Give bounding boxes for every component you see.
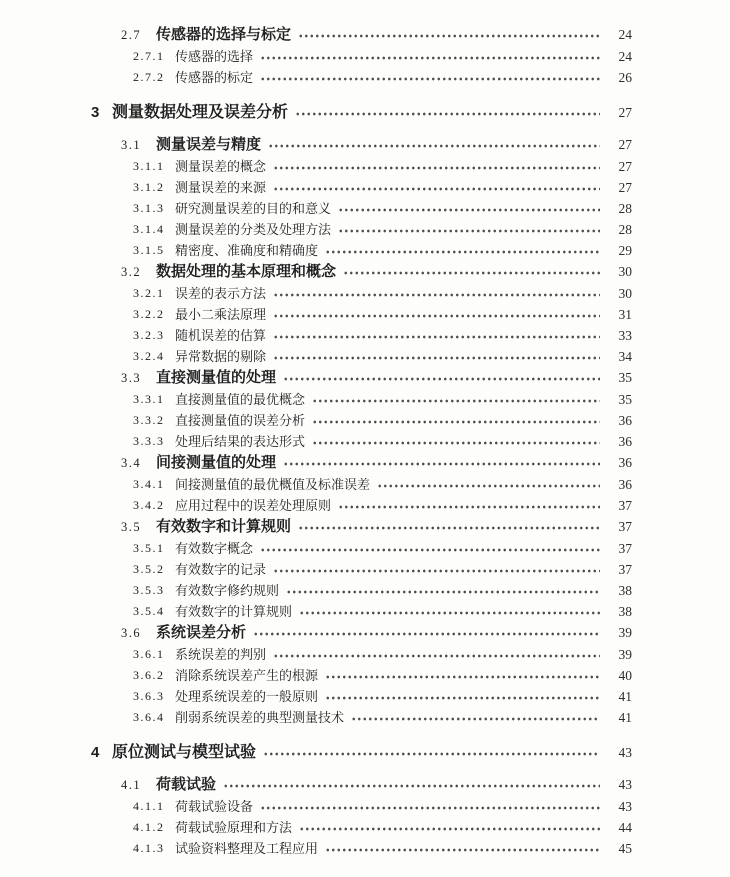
toc-entry-title: 直接测量值的处理 bbox=[156, 370, 277, 386]
dot-leader-icon bbox=[298, 24, 600, 46]
toc-entry-number: 4.1 bbox=[121, 778, 142, 792]
toc-entry-title: 有效数字修约规则 bbox=[175, 583, 280, 598]
toc-entry-page: 36 bbox=[618, 477, 632, 492]
dot-leader-icon bbox=[295, 101, 600, 125]
toc-entry bbox=[133, 240, 632, 261]
dot-leader-icon bbox=[312, 389, 600, 410]
toc-entry-page: 27 bbox=[618, 137, 632, 152]
toc-entry-page: 33 bbox=[618, 328, 632, 343]
toc-entry-number: 3.5.1 bbox=[133, 541, 165, 555]
dot-leader-icon bbox=[283, 452, 600, 474]
toc-entry-title: 传感器的标定 bbox=[175, 70, 254, 85]
toc-entry bbox=[133, 538, 632, 559]
dot-leader-icon bbox=[343, 261, 600, 283]
dot-leader-icon bbox=[338, 198, 600, 219]
dot-leader-icon bbox=[338, 495, 600, 516]
toc-entry-title: 测量数据处理及误差分析 bbox=[112, 104, 289, 121]
toc-entry-title: 削弱系统误差的典型测量技术 bbox=[175, 710, 345, 725]
toc-entry-page: 41 bbox=[618, 689, 632, 704]
toc-entry bbox=[133, 644, 632, 665]
toc-entry-page: 31 bbox=[618, 307, 632, 322]
dot-leader-icon bbox=[377, 474, 600, 495]
toc-entry-page: 35 bbox=[618, 370, 632, 385]
toc-entry-number: 3.1.4 bbox=[133, 222, 165, 236]
toc-entry bbox=[91, 101, 632, 125]
toc-entry-title: 应用过程中的误差处理原则 bbox=[175, 498, 332, 513]
toc-entry-number: 3.6 bbox=[121, 626, 142, 640]
toc-entry bbox=[133, 304, 632, 325]
toc-entry-page: 28 bbox=[618, 201, 632, 216]
toc-entry bbox=[133, 410, 632, 431]
toc-entry-page: 37 bbox=[618, 498, 632, 513]
toc-entry-page: 29 bbox=[618, 243, 632, 258]
toc-entry-number: 3.1.3 bbox=[133, 201, 165, 215]
toc-entry bbox=[133, 474, 632, 495]
toc-entry-page: 34 bbox=[618, 349, 632, 364]
toc-entry bbox=[121, 452, 632, 474]
toc-entry-number: 3.2.2 bbox=[133, 307, 165, 321]
toc-entry bbox=[133, 156, 632, 177]
toc-entry bbox=[133, 325, 632, 346]
dot-leader-icon bbox=[260, 46, 600, 67]
toc-entry-page: 44 bbox=[618, 820, 632, 835]
toc-entry-title: 处理系统误差的一般原则 bbox=[175, 689, 319, 704]
toc-entry-number: 3.4.2 bbox=[133, 498, 165, 512]
toc-entry-title: 间接测量值的处理 bbox=[156, 455, 277, 471]
toc-entry-number: 2.7.2 bbox=[133, 70, 165, 84]
toc-entry-page: 43 bbox=[618, 799, 632, 814]
toc-entry-title: 原位测试与模型试验 bbox=[112, 744, 257, 761]
toc-entry bbox=[121, 774, 632, 796]
dot-leader-icon bbox=[325, 838, 600, 859]
dot-leader-icon bbox=[283, 367, 600, 389]
toc-entry bbox=[133, 177, 632, 198]
toc-entry bbox=[133, 46, 632, 67]
toc-entry-page: 24 bbox=[618, 49, 632, 64]
toc-entry-number: 4.1.3 bbox=[133, 841, 165, 855]
toc-entry bbox=[133, 198, 632, 219]
toc-entry-page: 30 bbox=[618, 286, 632, 301]
toc-entry-title: 有效数字的记录 bbox=[175, 562, 267, 577]
toc-entry-page: 36 bbox=[618, 434, 632, 449]
toc-entry-page: 30 bbox=[618, 264, 632, 279]
toc-entry-page: 26 bbox=[618, 70, 632, 85]
dot-leader-icon bbox=[273, 644, 600, 665]
toc-entry bbox=[133, 389, 632, 410]
toc-entry-page: 45 bbox=[618, 841, 632, 856]
toc-entry-number: 4 bbox=[91, 744, 100, 761]
toc-entry-title: 传感器的选择 bbox=[175, 49, 254, 64]
toc-entry-page: 27 bbox=[618, 105, 632, 120]
toc-entry-number: 3.6.3 bbox=[133, 689, 165, 703]
dot-leader-icon bbox=[260, 538, 600, 559]
toc-entry-page: 37 bbox=[618, 519, 632, 534]
dot-leader-icon bbox=[223, 774, 600, 796]
toc-entry-number: 3.3.3 bbox=[133, 434, 165, 448]
toc-entry bbox=[133, 707, 632, 728]
toc-entry-page: 41 bbox=[618, 710, 632, 725]
toc-entry bbox=[133, 580, 632, 601]
dot-leader-icon bbox=[286, 580, 600, 601]
dot-leader-icon bbox=[273, 156, 600, 177]
toc-entry bbox=[133, 346, 632, 367]
dot-leader-icon bbox=[273, 346, 600, 367]
toc-entry-number: 3.6.2 bbox=[133, 668, 165, 682]
toc-entry-title: 测量误差的来源 bbox=[175, 180, 267, 195]
toc-entry bbox=[133, 665, 632, 686]
toc-entry-number: 2.7.1 bbox=[133, 49, 165, 63]
toc-entry-page: 28 bbox=[618, 222, 632, 237]
toc-entry-title: 处理后结果的表达形式 bbox=[175, 434, 306, 449]
toc-entry-number: 3.2 bbox=[121, 265, 142, 279]
toc-entry-page: 38 bbox=[618, 583, 632, 598]
toc-entry-title: 测量误差与精度 bbox=[156, 137, 262, 153]
toc-entry-page: 27 bbox=[618, 159, 632, 174]
toc-entry-number: 3.2.3 bbox=[133, 328, 165, 342]
toc-entry-title: 精密度、准确度和精确度 bbox=[175, 243, 319, 258]
toc-entry-number: 3.3 bbox=[121, 371, 142, 385]
toc-entry-title: 传感器的选择与标定 bbox=[156, 27, 292, 43]
dot-leader-icon bbox=[273, 177, 600, 198]
toc-entry-title: 测量误差的概念 bbox=[175, 159, 267, 174]
toc-entry-title: 直接测量值的最优概念 bbox=[175, 392, 306, 407]
toc-entry-page: 37 bbox=[618, 562, 632, 577]
toc-entry-page: 24 bbox=[618, 27, 632, 42]
toc-entry-title: 有效数字概念 bbox=[175, 541, 254, 556]
toc-entry-number: 3.2.1 bbox=[133, 286, 165, 300]
dot-leader-icon bbox=[273, 559, 600, 580]
toc-entry-title: 随机误差的估算 bbox=[175, 328, 267, 343]
toc-entry-page: 43 bbox=[618, 745, 632, 760]
toc-entry-title: 直接测量值的误差分析 bbox=[175, 413, 306, 428]
dot-leader-icon bbox=[263, 741, 600, 765]
toc-entry bbox=[121, 261, 632, 283]
toc-entry bbox=[133, 686, 632, 707]
toc-entry-number: 3.5 bbox=[121, 520, 142, 534]
toc-list bbox=[0, 24, 632, 859]
dot-leader-icon bbox=[268, 134, 600, 156]
toc-entry-title: 试验资料整理及工程应用 bbox=[175, 841, 319, 856]
toc-entry-page: 43 bbox=[618, 777, 632, 792]
toc-entry-number: 3.1.2 bbox=[133, 180, 165, 194]
toc-entry-number: 3.5.3 bbox=[133, 583, 165, 597]
toc-entry bbox=[121, 134, 632, 156]
toc-entry-page: 36 bbox=[618, 413, 632, 428]
dot-leader-icon bbox=[325, 665, 600, 686]
toc-entry bbox=[133, 817, 632, 838]
toc-entry-title: 荷载试验原理和方法 bbox=[175, 820, 293, 835]
toc-entry-title: 有效数字和计算规则 bbox=[156, 519, 292, 535]
toc-entry bbox=[133, 559, 632, 580]
toc-entry-page: 39 bbox=[618, 647, 632, 662]
dot-leader-icon bbox=[273, 304, 600, 325]
toc-entry-number: 4.1.2 bbox=[133, 820, 165, 834]
toc-entry-title: 系统误差分析 bbox=[156, 625, 247, 641]
toc-entry bbox=[121, 622, 632, 644]
toc-entry-title: 最小二乘法原理 bbox=[175, 307, 267, 322]
dot-leader-icon bbox=[312, 410, 600, 431]
toc-entry-page: 37 bbox=[618, 541, 632, 556]
toc-entry bbox=[133, 796, 632, 817]
toc-entry-number: 3.2.4 bbox=[133, 349, 165, 363]
dot-leader-icon bbox=[325, 686, 600, 707]
toc-entry-number: 3.1.1 bbox=[133, 159, 165, 173]
toc-entry bbox=[133, 431, 632, 452]
toc-entry-title: 异常数据的剔除 bbox=[175, 349, 267, 364]
toc-entry-number: 3.6.4 bbox=[133, 710, 165, 724]
toc-entry-page: 39 bbox=[618, 625, 632, 640]
dot-leader-icon bbox=[325, 240, 600, 261]
toc-entry bbox=[133, 495, 632, 516]
dot-leader-icon bbox=[253, 622, 600, 644]
toc-entry bbox=[133, 219, 632, 240]
toc-entry bbox=[121, 24, 632, 46]
toc-entry bbox=[133, 283, 632, 304]
toc-entry-page: 36 bbox=[618, 455, 632, 470]
toc-entry-number: 3.3.2 bbox=[133, 413, 165, 427]
toc-entry-page: 35 bbox=[618, 392, 632, 407]
toc-entry-page: 40 bbox=[618, 668, 632, 683]
toc-entry-number: 3 bbox=[91, 104, 100, 121]
toc-entry bbox=[133, 67, 632, 88]
toc-entry-number: 3.4.1 bbox=[133, 477, 165, 491]
dot-leader-icon bbox=[299, 601, 600, 622]
toc-entry-title: 数据处理的基本原理和概念 bbox=[156, 264, 337, 280]
toc-entry-number: 2.7 bbox=[121, 28, 142, 42]
dot-leader-icon bbox=[299, 817, 600, 838]
toc-entry-page: 27 bbox=[618, 180, 632, 195]
toc-entry-number: 3.1.5 bbox=[133, 243, 165, 257]
toc-entry-title: 荷载试验设备 bbox=[175, 799, 254, 814]
dot-leader-icon bbox=[260, 796, 600, 817]
toc-entry bbox=[121, 367, 632, 389]
dot-leader-icon bbox=[298, 516, 600, 538]
toc-entry-page: 38 bbox=[618, 604, 632, 619]
toc-entry-title: 荷载试验 bbox=[156, 777, 217, 793]
toc-entry bbox=[91, 741, 632, 765]
dot-leader-icon bbox=[312, 431, 600, 452]
dot-leader-icon bbox=[351, 707, 600, 728]
dot-leader-icon bbox=[273, 325, 600, 346]
toc-entry-number: 3.4 bbox=[121, 456, 142, 470]
dot-leader-icon bbox=[338, 219, 600, 240]
toc-entry-title: 消除系统误差产生的根源 bbox=[175, 668, 319, 683]
toc-entry-title: 误差的表示方法 bbox=[175, 286, 267, 301]
toc-entry-number: 3.5.4 bbox=[133, 604, 165, 618]
toc-entry bbox=[121, 516, 632, 538]
toc-entry-number: 4.1.1 bbox=[133, 799, 165, 813]
toc-entry-title: 测量误差的分类及处理方法 bbox=[175, 222, 332, 237]
toc-entry-title: 有效数字的计算规则 bbox=[175, 604, 293, 619]
toc-entry bbox=[133, 838, 632, 859]
toc-entry-number: 3.3.1 bbox=[133, 392, 165, 406]
toc-entry-number: 3.1 bbox=[121, 138, 142, 152]
toc-entry-title: 间接测量值的最优概值及标准误差 bbox=[175, 477, 371, 492]
toc-entry-number: 3.6.1 bbox=[133, 647, 165, 661]
toc-entry-title: 系统误差的判别 bbox=[175, 647, 267, 662]
toc-entry-title: 研究测量误差的目的和意义 bbox=[175, 201, 332, 216]
toc-entry bbox=[133, 601, 632, 622]
dot-leader-icon bbox=[260, 67, 600, 88]
toc-entry-number: 3.5.2 bbox=[133, 562, 165, 576]
dot-leader-icon bbox=[273, 283, 600, 304]
